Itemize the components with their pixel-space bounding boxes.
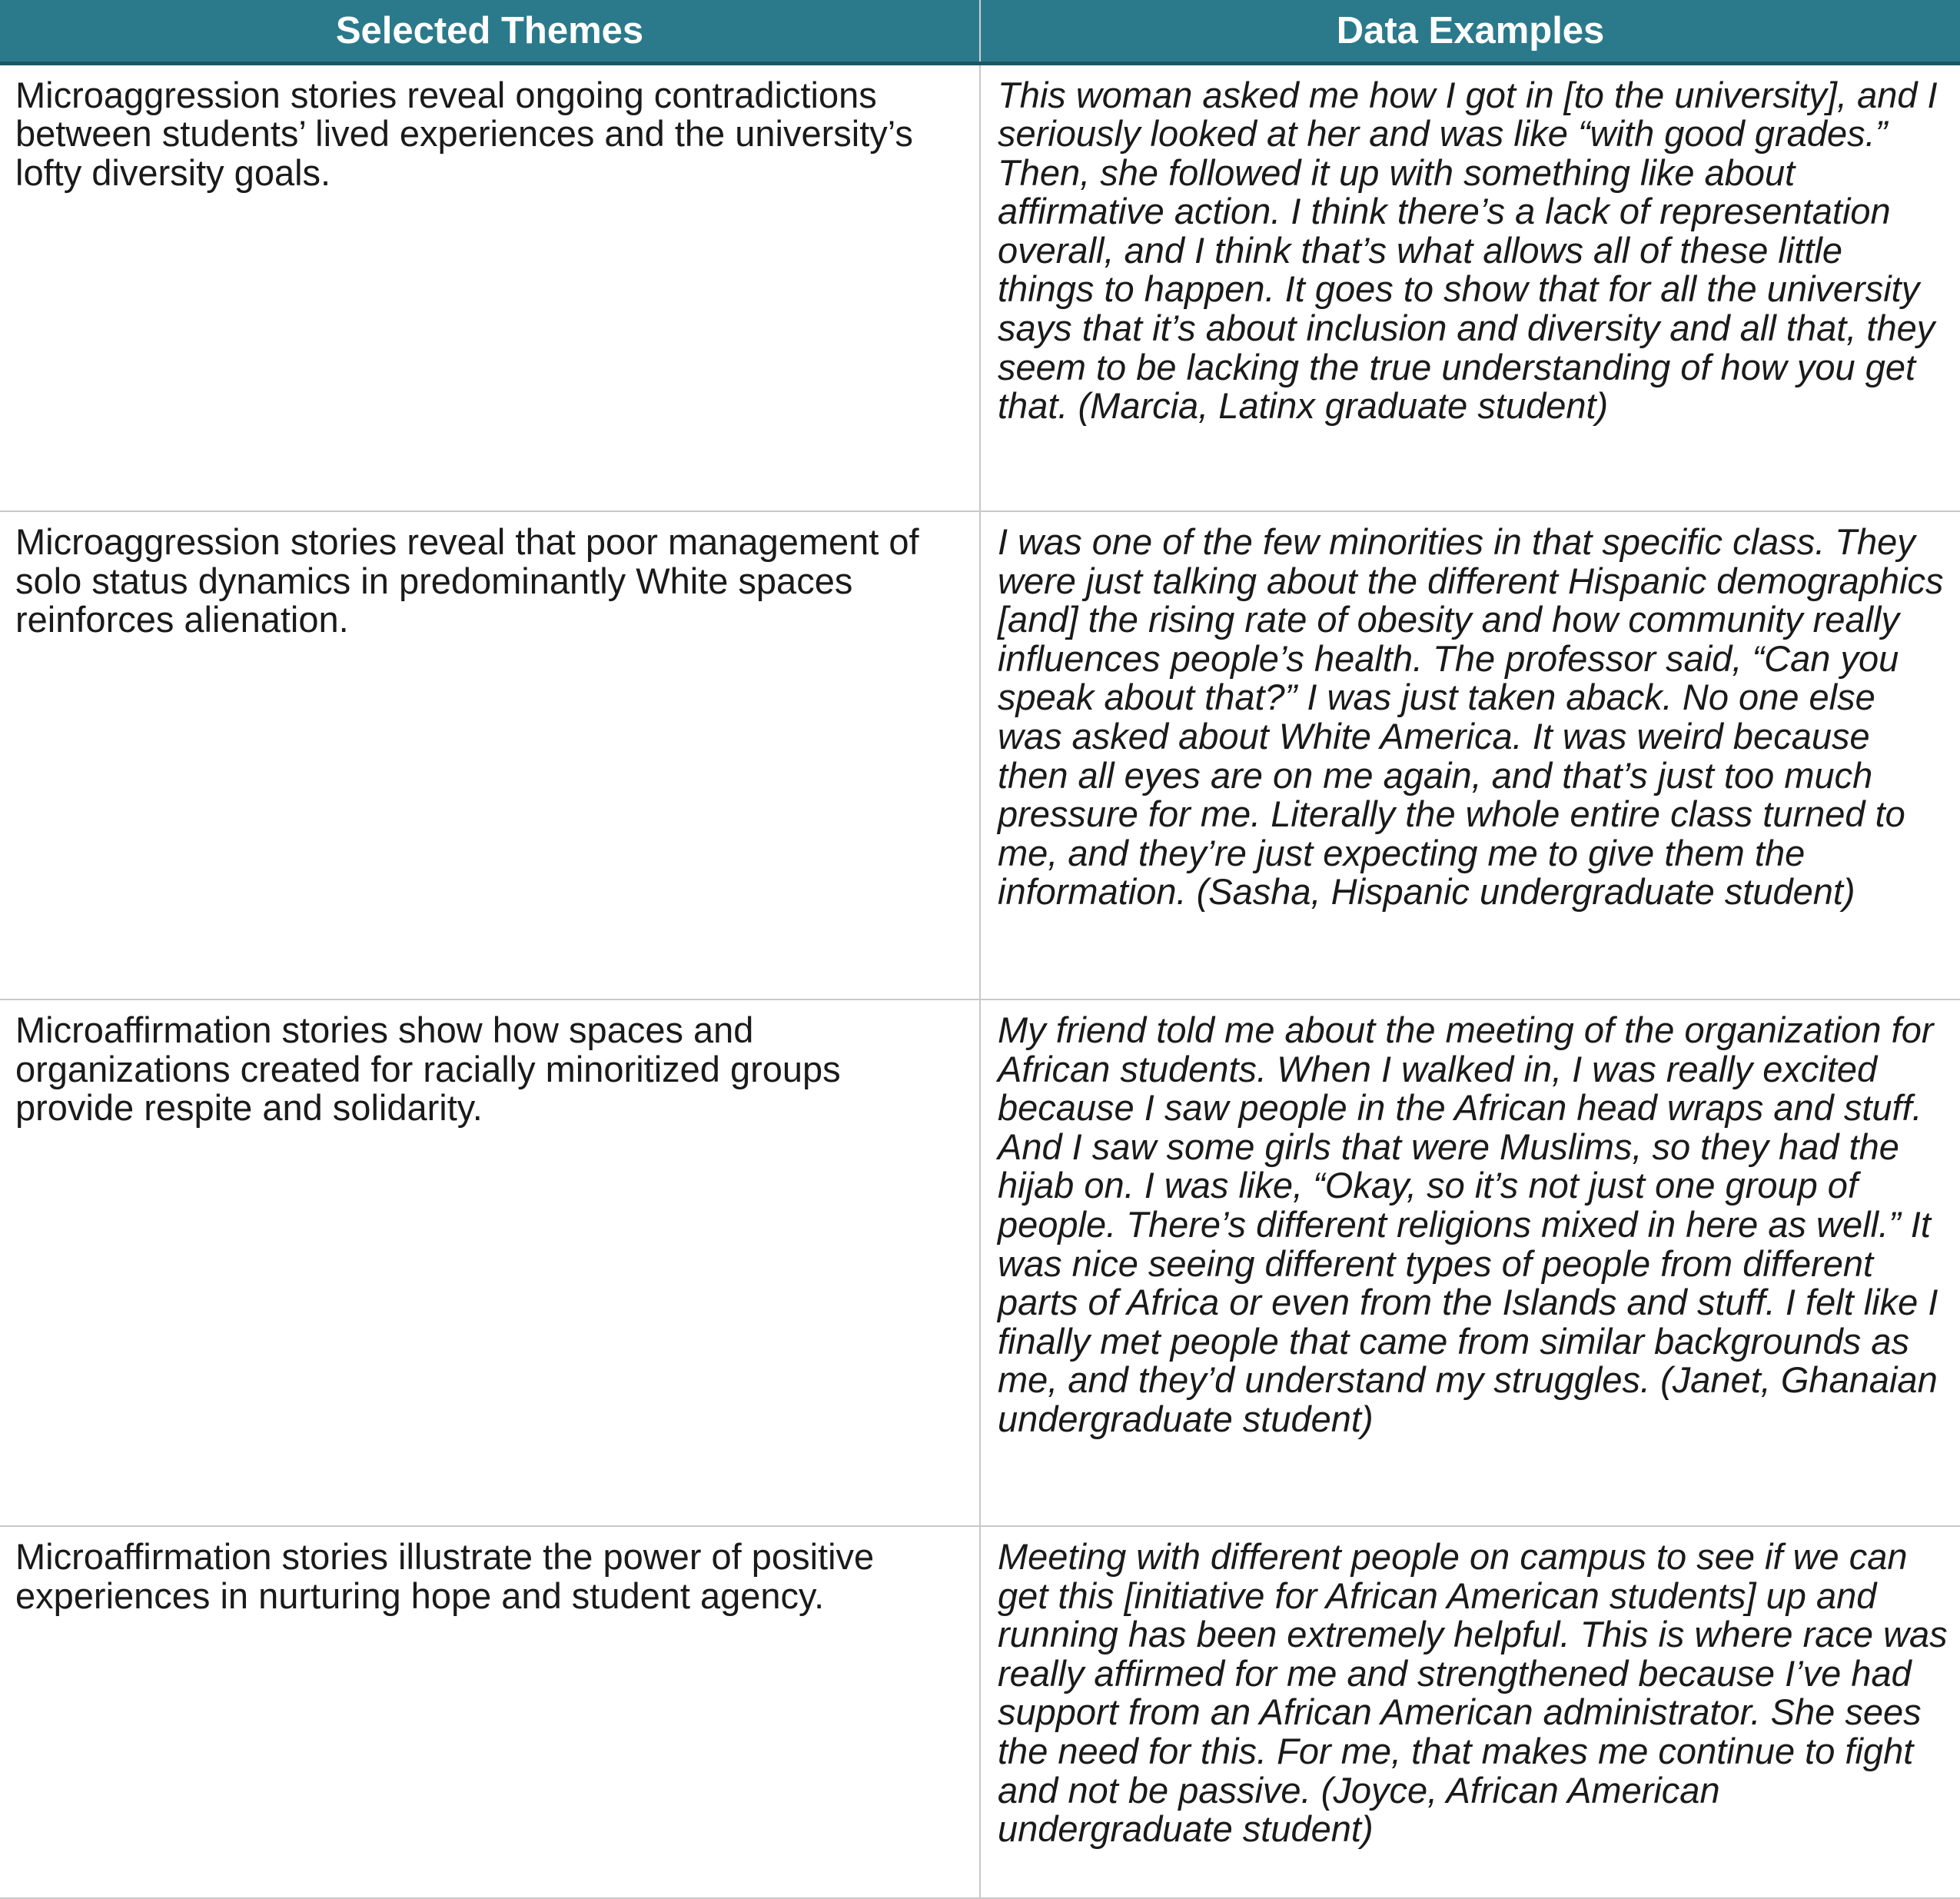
theme-cell: Microaggression stories reveal ongoing contradictions between students’ lived experiences and the university’s lofty diversity goals. (0, 63, 980, 511)
theme-cell: Microaffirmation stories show how spaces and organizations created for racially minoritized groups provide respite and solidarity. (0, 999, 980, 1526)
example-cell: I was one of the few minorities in that specific class. They were just talking about the different Hispanic demographics [and] the rising rate of obesity and how community really influences people’s health. The professor said, “Can you speak about that?” I was just taken aback. No one else was asked about White America. It was weird because then all eyes are on me again, and that’s just too much pressure for me. Literally the whole entire class turned to me, and they’re just expecting me to give them the information. (Sasha, Hispanic undergraduate student) (980, 511, 1960, 999)
theme-cell: Microaggression stories reveal that poor management of solo status dynamics in predominantly White spaces reinforces alienation. (0, 511, 980, 999)
table-row (0, 999, 1960, 1526)
header-data-examples: Data Examples (980, 0, 1960, 63)
example-cell: Meeting with different people on campus to see if we can get this [initiative for African American students] up and running has been extremely helpful. This is where race was really affirmed for me and strengthened because I’ve had support from an African American administrator. She sees the need for this. For me, that makes me continue to fight and not be passive. (Joyce, African American undergraduate student) (980, 1526, 1960, 1898)
table-row (0, 63, 1960, 511)
table-header-row (0, 0, 1960, 63)
theme-cell: Microaffirmation stories illustrate the power of positive experiences in nurturing hope and student agency. (0, 1526, 980, 1898)
table-row (0, 511, 1960, 999)
example-cell: My friend told me about the meeting of the organization for African students. When I walked in, I was really excited because I saw people in the African head wraps and stuff. And I saw some girls that were Muslims, so they had the hijab on. I was like, “Okay, so it’s not just one group of people. There’s different religions mixed in here as well.” It was nice seeing different types of people from different parts of Africa or even from the Islands and stuff. I felt like I finally met people that came from similar backgrounds as me, and they’d understand my struggles. (Janet, Ghanaian undergraduate student) (980, 999, 1960, 1526)
example-cell: This woman asked me how I got in [to the university], and I seriously looked at her and was like “with good grades.” Then, she followed it up with something like about affirmative action. I think there’s a lack of representation overall, and I think that’s what allows all of these little things to happen. It goes to show that for all the university says that it’s about inclusion and diversity and all that, they seem to be lacking the true understanding of how you get that. (Marcia, Latinx graduate student) (980, 63, 1960, 511)
table-row (0, 1526, 1960, 1898)
header-selected-themes: Selected Themes (0, 0, 980, 63)
